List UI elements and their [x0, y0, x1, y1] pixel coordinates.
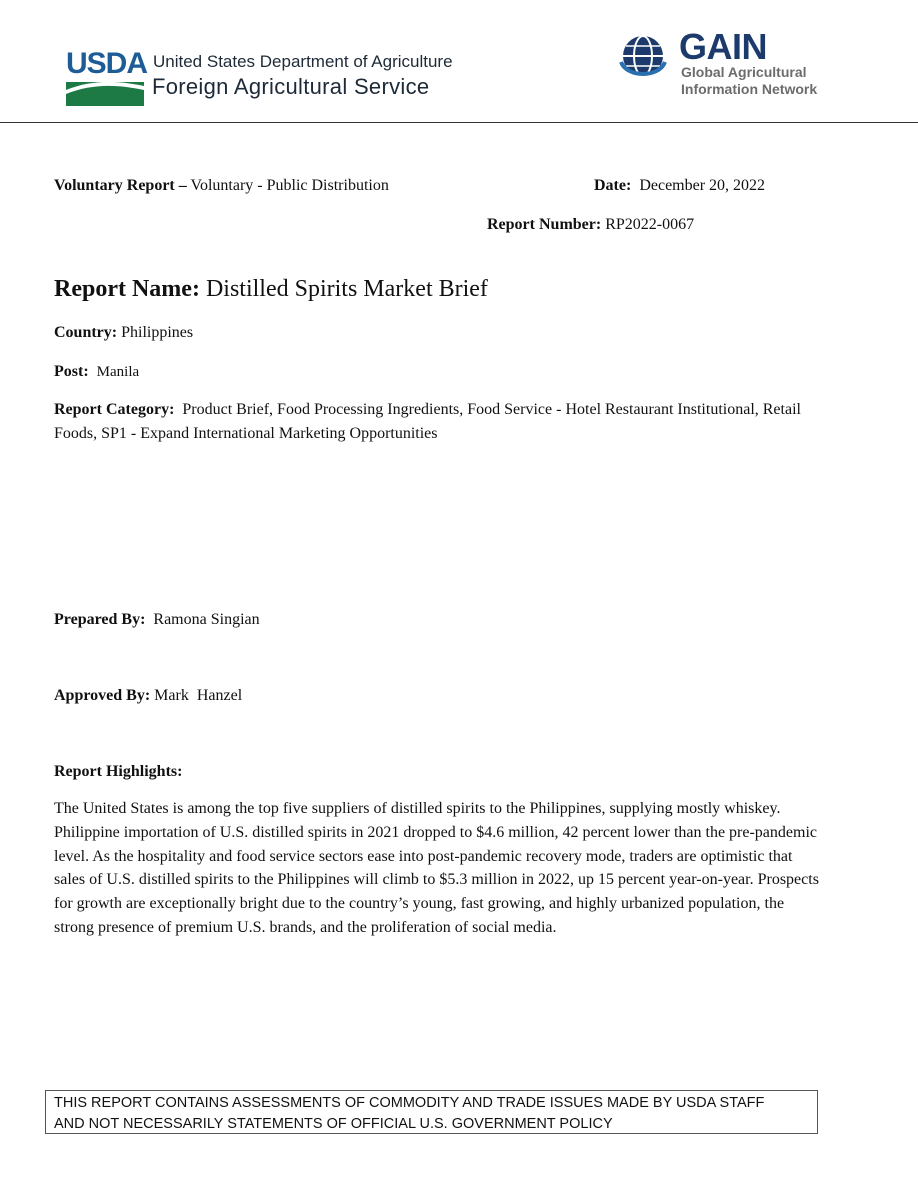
category-label: Report Category: [54, 401, 175, 418]
report-number [487, 215, 694, 235]
report-category [54, 398, 824, 446]
country-label: Country: [54, 324, 118, 341]
gain-subtitle-line1: Global Agricultural [681, 64, 807, 80]
report-country [54, 323, 193, 343]
disclaimer-line2: AND NOT NECESSARILY STATEMENTS OF OFFICIAL U.S. GOVERNMENT POLICY [54, 1116, 613, 1132]
report-number-value: RP2022-0067 [605, 216, 695, 233]
highlights-paragraph: The United States is among the top five suppliers of distilled spirits to the Philippines, supplying mostly whiskey. Philippine importation of U.S. distilled spirits in 2021 dropped to $4.6 million, 42 percent lower than the pre-pandemic level. As the hospitality and food service sectors ease into post-pandemic recovery mode, traders are optimistic that sales of U.S. distilled spirits to the Philippines will climb to $5.3 million in 2022, up 15 percent year-on-year. Prospects for growth are exceptionally bright due to the country’s young, fast growing, and highly urbanized population, the strong presence of premium U.S. brands, and the proliferation of social media. [54, 800, 819, 936]
report-name [54, 275, 488, 303]
prepared-value: Ramona Singian [153, 611, 260, 628]
country-value: Philippines [121, 324, 194, 341]
disclaimer-box [45, 1090, 818, 1134]
post-label: Post: [54, 363, 89, 380]
approved-value: Mark Hanzel [154, 687, 243, 704]
gain-subtitle-line2: Information Network [681, 81, 818, 97]
agency-name: United States Department of Agriculture [153, 52, 453, 71]
report-date [594, 176, 765, 196]
report-name-label: Report Name: [54, 276, 200, 302]
report-post [54, 362, 139, 382]
highlights-heading: Report Highlights: [54, 763, 183, 780]
usda-logo-text: USDA [66, 47, 148, 80]
post-value: Manila [96, 364, 140, 380]
report-date-label: Date: [594, 177, 632, 194]
category-value: Product Brief, Food Processing Ingredients, Food Service - Hotel Restaurant Institutional, Retail Foods, SP1 - Expand International Marketing Opportunities [54, 401, 801, 442]
gain-logo-text: GAIN [679, 26, 767, 67]
approved-label: Approved By: [54, 687, 151, 704]
report-type-value: Voluntary - Public Distribution [190, 177, 389, 194]
report-type [54, 176, 389, 196]
header-divider [0, 122, 918, 123]
disclaimer-line1: THIS REPORT CONTAINS ASSESSMENTS OF COMMODITY AND TRADE ISSUES MADE BY USDA STAFF [54, 1095, 765, 1111]
prepared-label: Prepared By: [54, 611, 146, 628]
prepared-by [54, 610, 260, 630]
report-name-value: Distilled Spirits Market Brief [205, 276, 488, 302]
report-date-value: December 20, 2022 [639, 177, 766, 194]
report-type-label: Voluntary Report – [54, 177, 187, 194]
approved-by [54, 686, 242, 706]
report-number-label: Report Number: [487, 216, 602, 233]
globe-icon [617, 32, 669, 82]
agency-subname: Foreign Agricultural Service [152, 74, 430, 99]
